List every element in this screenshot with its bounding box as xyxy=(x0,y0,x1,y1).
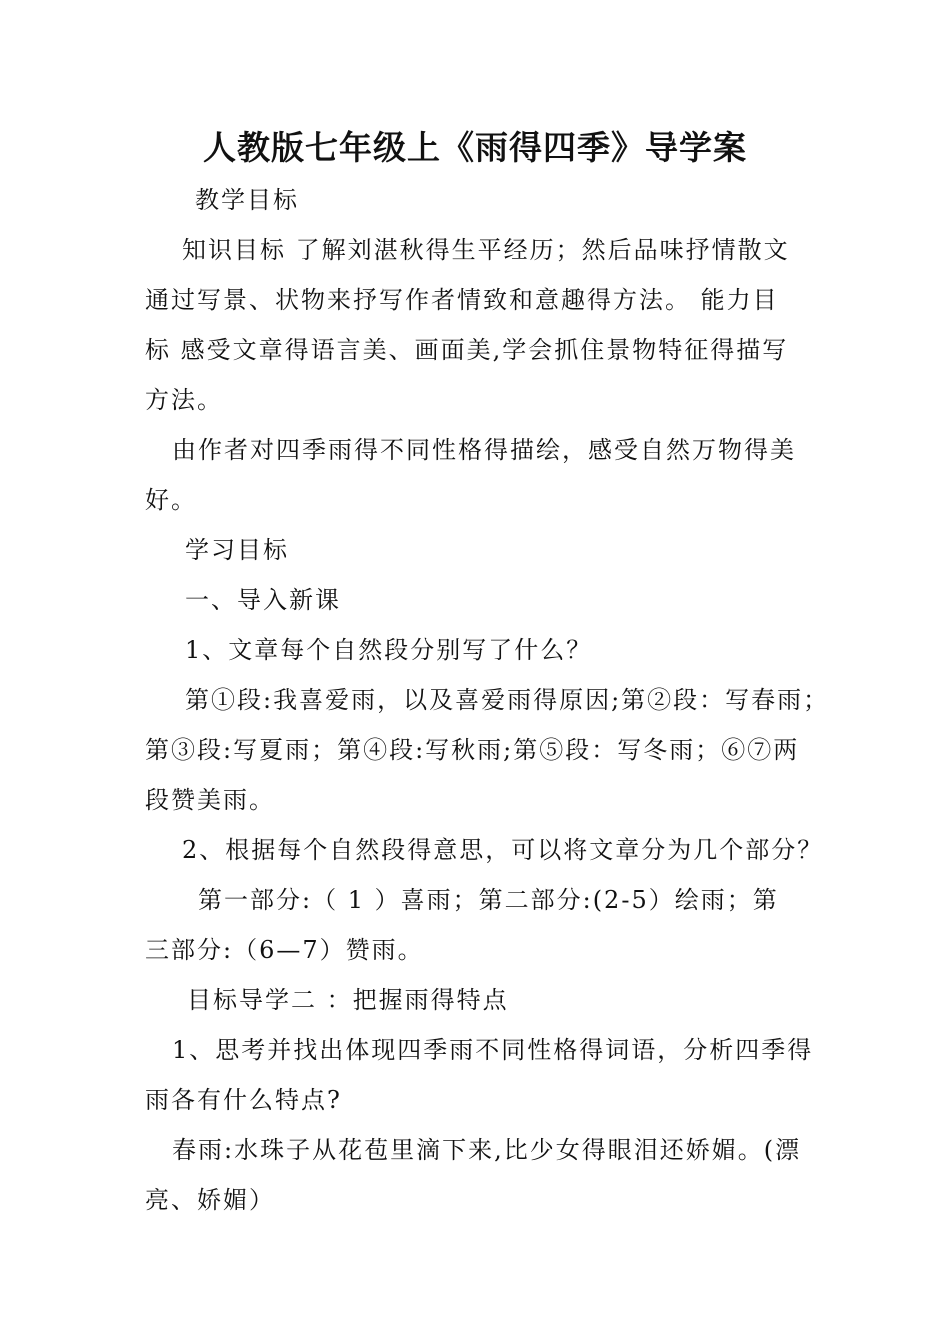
text-line: 知识目标 了解刘湛秋得生平经历；然后品味抒情散文 xyxy=(182,236,790,264)
text-line: 由作者对四季雨得不同性格得描绘，感受自然万物得美 xyxy=(172,436,796,464)
text-line: 雨各有什么特点? xyxy=(145,1086,342,1114)
text-line: 1、思考并找出体现四季雨不同性格得词语，分析四季得 xyxy=(172,1036,814,1064)
text-line: 三部分:（6—7）赞雨。 xyxy=(145,936,424,964)
text-line: 段赞美雨。 xyxy=(145,786,275,814)
text-line: 通过写景、状物来抒写作者情致和意趣得方法。 能力目 xyxy=(145,286,779,314)
text-line: 好。 xyxy=(145,486,197,514)
text-line: 春雨:水珠子从花苞里滴下来,比少女得眼泪还娇媚。(漂 xyxy=(172,1136,802,1164)
text-line: 目标导学二 ：把握雨得特点 xyxy=(187,986,509,1014)
text-line: 亮、娇媚） xyxy=(145,1186,275,1214)
text-line: 第一部分:（ 1 ）喜雨；第二部分:(2-5）绘雨；第 xyxy=(198,886,779,914)
text-line: 一、导入新课 xyxy=(185,586,341,614)
text-line: 2、根据每个自然段得意思，可以将文章分为几个部分？ xyxy=(182,836,824,864)
text-line: 第①段:我喜爱雨，以及喜爱雨得原因;第②段：写春雨； xyxy=(185,686,830,714)
document-title: 人教版七年级上《雨得四季》导学案 xyxy=(203,128,747,167)
text-line: 1、文章每个自然段分别写了什么？ xyxy=(185,636,593,664)
text-line: 方法。 xyxy=(145,386,223,414)
text-line: 教学目标 xyxy=(195,186,299,214)
text-line: 学习目标 xyxy=(185,536,289,564)
text-line: 第③段:写夏雨；第④段:写秋雨;第⑤段：写冬雨；⑥⑦两 xyxy=(145,736,800,764)
text-line: 标 感受文章得语言美、画面美,学会抓住景物特征得描写 xyxy=(145,336,789,364)
